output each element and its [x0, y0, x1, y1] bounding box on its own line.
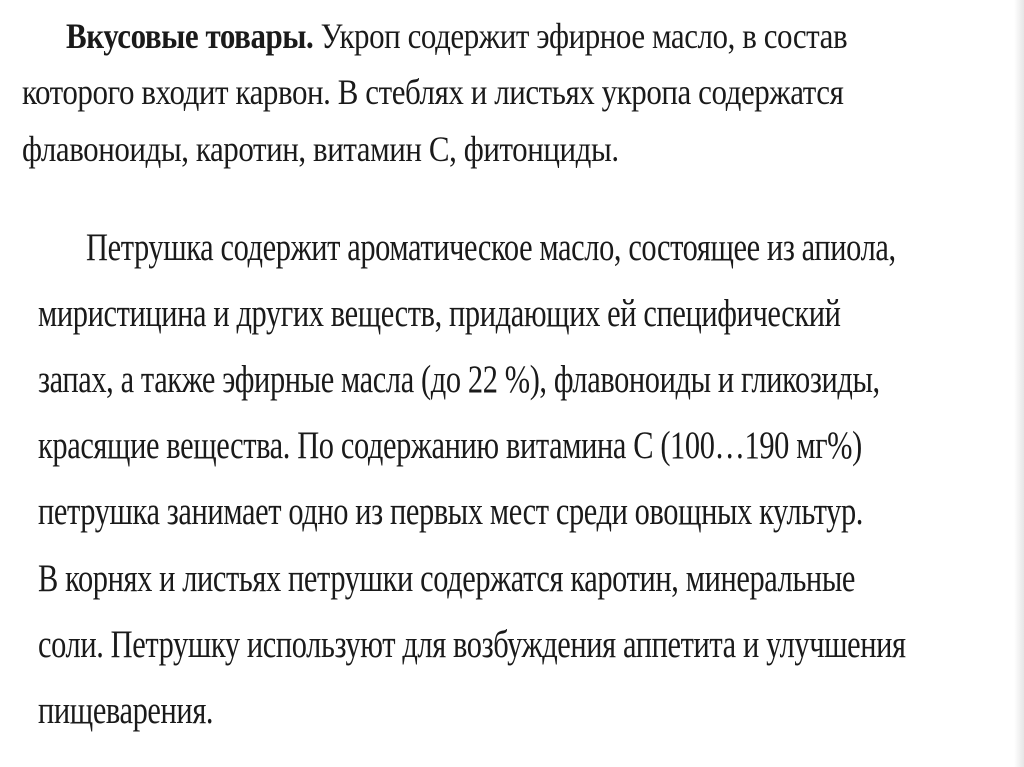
parsley-line-2: миристицина и других веществ, придающих ей специфический: [38, 292, 841, 335]
parsley-line-6: В корнях и листьях петрушки содержатся каротин, минеральные: [38, 557, 855, 600]
parsley-line-1: Петрушка содержит ароматическое масло, состоящее из апиола,: [86, 226, 896, 269]
slide-edge-shadow: [1014, 0, 1024, 767]
parsley-line-7: соли. Петрушку используют для возбуждения аппетита и улучшения: [38, 623, 906, 666]
dill-line-1: [66, 14, 847, 58]
dill-line-2: которого входит карвон. В стеблях и листьях укропа содержатся: [22, 72, 844, 112]
dill-line-1-text: Укроп содержит эфирное масло, в состав: [313, 16, 848, 56]
dill-line-3: флавоноиды, каротин, витамин С, фитонциды.: [22, 129, 619, 169]
parsley-line-3: запах, а также эфирные масла (до 22 %), флавоноиды и гликозиды,: [38, 358, 880, 401]
parsley-line-5: петрушка занимает одно из первых мест среди овощных культур.: [38, 490, 864, 533]
parsley-line-4: красящие вещества. По содержанию витамина С (100…190 мг%): [38, 424, 862, 467]
section-lead-title: Вкусовые товары.: [66, 16, 314, 56]
parsley-line-8: пищеварения.: [38, 689, 214, 732]
